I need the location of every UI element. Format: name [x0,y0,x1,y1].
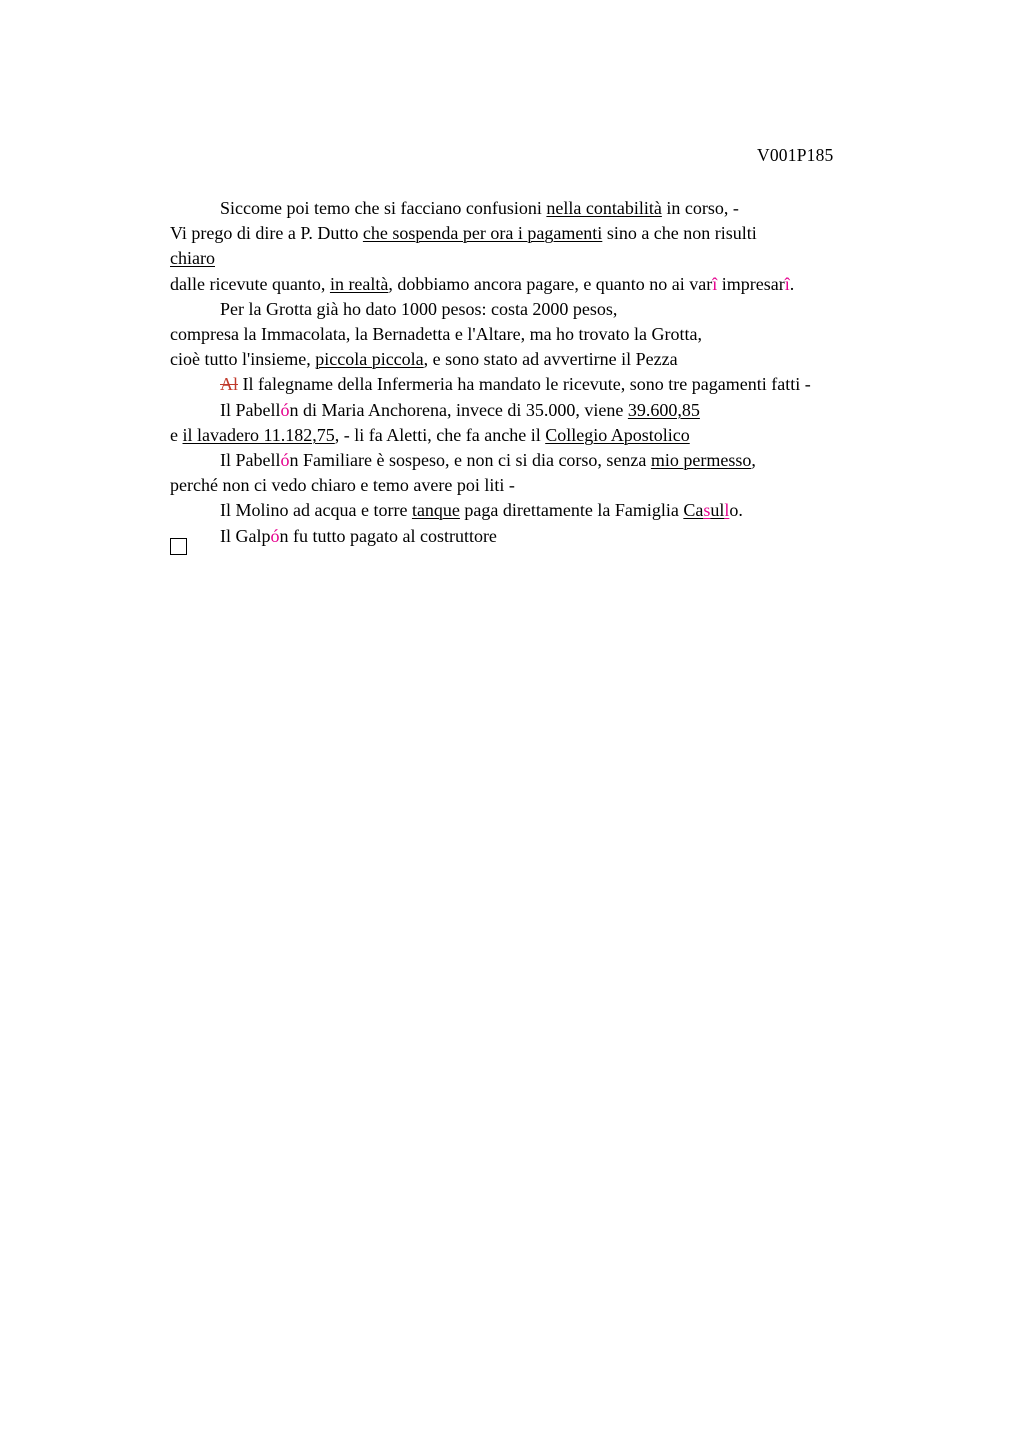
line-12-text: perché non ci vedo chiaro e temo avere poi liti - [170,475,515,496]
line-9-accent: ó [280,399,290,420]
paragraph-line-5 [170,297,930,322]
line-11-text-b: n Familiare è sospeso, e non ci si dia corso, senza [289,450,651,471]
line-10-text-b: , - li fa Aletti, che fa anche il [334,424,546,445]
paragraph-line-7 [170,347,930,372]
paragraph-line-12 [170,473,930,498]
line-13-text-b: paga direttamente la Famiglia [459,500,684,521]
paragraph-line-11 [170,448,930,473]
paragraph-line-4 [170,272,930,297]
paragraph-line-14 [170,524,930,549]
line-14-accent: ó [270,525,280,546]
line-13-underline-1: tanque [411,500,460,521]
line-9-text-a: Il Pabell [220,399,281,420]
line-2-text-b: sino a che non risulti [602,223,757,244]
paragraph-line-10 [170,423,930,448]
paragraph-line-6 [170,322,930,347]
line-8-struck-text: Al [220,374,238,395]
line-2-underline: che sospenda per ora i pagamenti [362,223,603,244]
line-14-text-a: Il Galp [220,525,271,546]
line-7-underline: piccola piccola [315,349,424,370]
line-9-text-b: n di Maria Anchorena, invece di 35.000, viene [289,399,628,420]
line-4-text-b: , dobbiamo ancora pagare, e quanto no ai var [388,273,713,294]
line-14-text-b: n fu tutto pagato al costruttore [279,525,497,546]
line-4-text-c: impresar [717,273,785,294]
line-4-text-a: dalle ricevute quanto, [170,273,330,294]
line-2-text-a: Vi prego di dire a P. Dutto [170,223,363,244]
line-11-text-a: Il Pabell [220,450,281,471]
line-5-text: Per la Grotta già ho dato 1000 pesos: costa 2000 pesos, [220,298,618,319]
line-4-underline: in realtà [329,273,389,294]
line-10-underline-2: Collegio Apostolico [545,424,690,445]
line-13-underline-3: ul [710,500,725,521]
line-9-underline: 39.600,85 [627,399,700,420]
paragraph-line-3 [170,246,930,271]
line-10-text-a: e [170,424,183,445]
line-8-text: Il falegname della Infermeria ha mandato le ricevute, sono tre pagamenti fatti - [238,374,811,395]
line-4-text-d: . [789,273,795,294]
line-13-underline-2: Ca [683,500,704,521]
line-3-underline: chiaro [170,248,215,269]
line-4-accent-1: î [712,273,718,294]
line-13-accent-2: l [724,500,730,521]
line-11-underline: mio permesso [650,450,752,471]
line-13-accent-1: s [703,500,711,521]
line-11-accent: ó [280,450,290,471]
paragraph-line-9 [170,398,930,423]
page-identifier: V001P185 [757,145,834,165]
document-body [170,196,930,549]
line-1-underline: nella contabilità [546,198,662,218]
line-1-text-a: Siccome poi temo che si facciano confusioni [220,198,547,218]
paragraph-line-1 [170,196,930,221]
checkbox-icon[interactable] [170,538,187,555]
line-10-underline-1: il lavadero 11.182,75 [182,424,335,445]
line-7-text-a: cioè tutto l'insieme, [170,349,316,370]
line-6-text: compresa la Immacolata, la Bernadetta e l'Altare, ma ho trovato la Grotta, [170,324,703,345]
line-1-text-b: in corso, - [661,198,739,218]
line-13-text-c: o. [729,500,743,521]
line-4-accent-2: î [784,273,790,294]
line-11-text-c: , [751,450,756,471]
paragraph-line-2 [170,221,930,246]
paragraph-line-13 [170,498,930,523]
line-13-text-a: Il Molino ad acqua e torre [220,500,412,521]
paragraph-line-8 [170,372,930,397]
line-7-text-b: , e sono stato ad avvertirne il Pezza [423,349,678,370]
